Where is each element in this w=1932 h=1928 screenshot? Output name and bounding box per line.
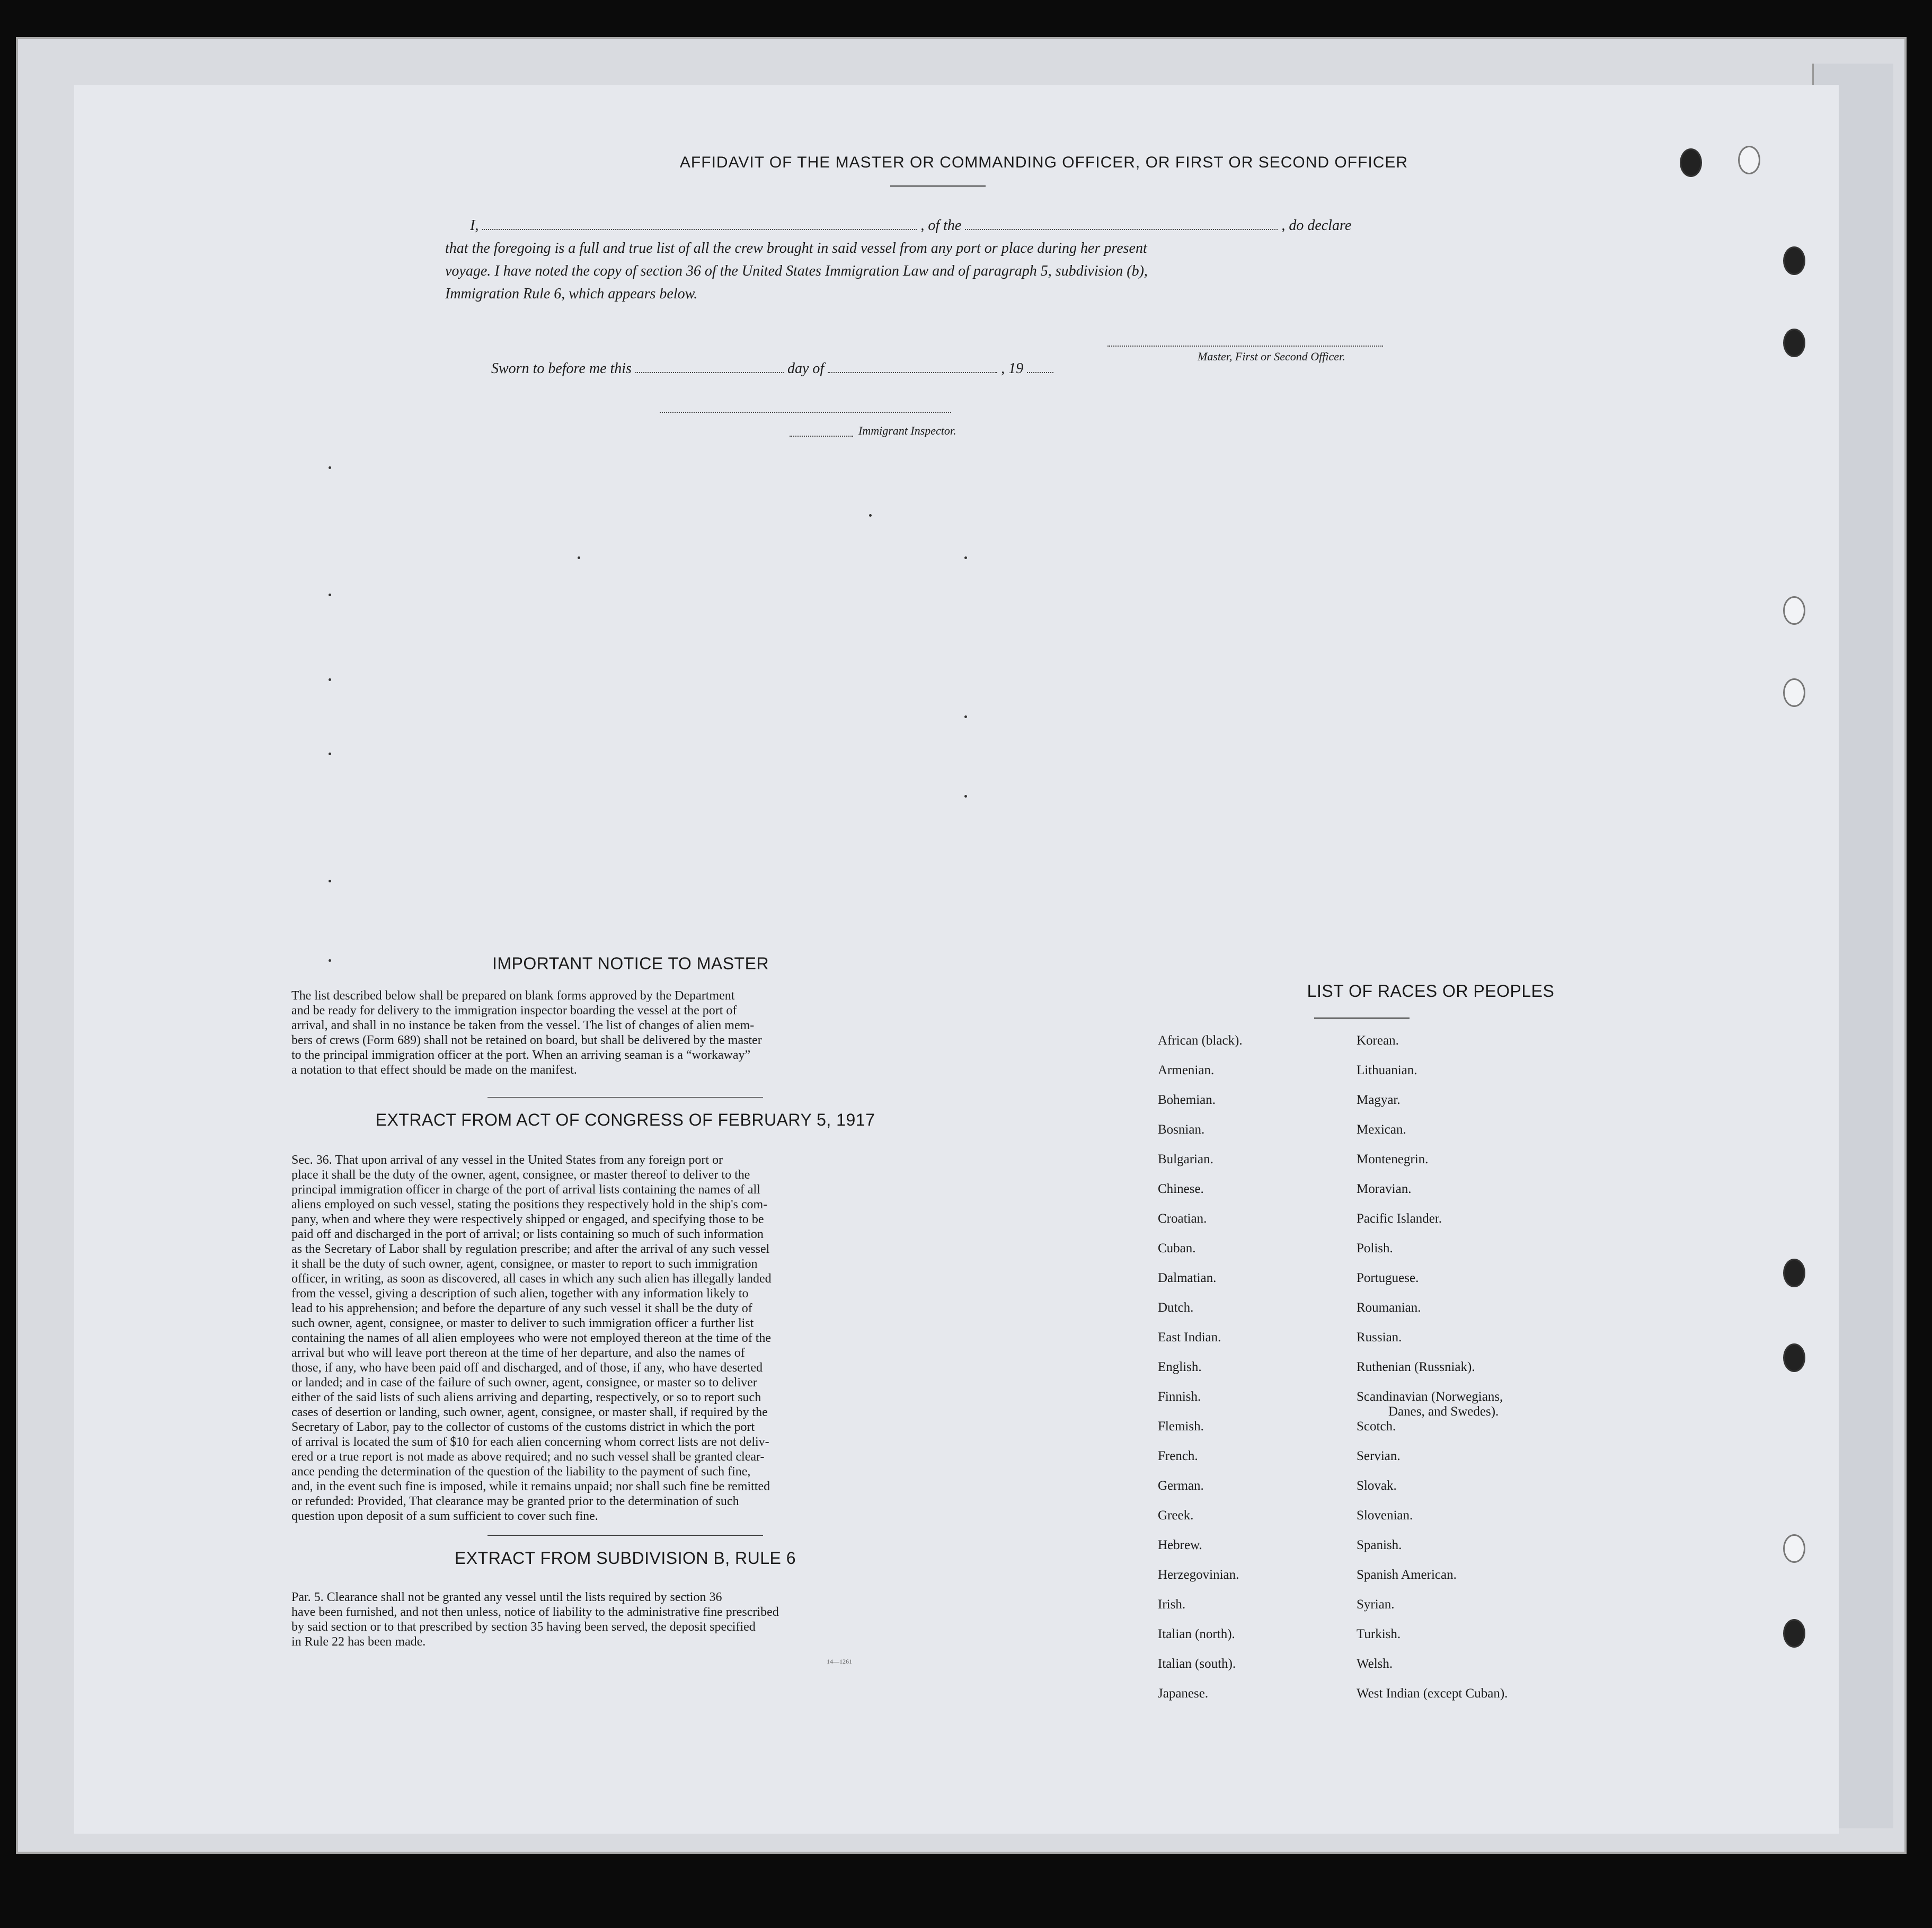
act-line: pany, when and where they were respectively shipped or engaged, and specifying those to be [291, 1213, 764, 1226]
year-label: , 19 [1001, 360, 1024, 377]
day-blank[interactable] [635, 360, 784, 373]
race-item: Magyar. [1357, 1093, 1401, 1107]
notice-line: bers of crews (Form 689) shall not be retained on board, but shall be delivered by the master [291, 1033, 762, 1047]
race-item: Italian (south). [1158, 1657, 1236, 1671]
act-line: officer, in writing, as soon as discovered, all cases in which any such alien has illegally landed [291, 1272, 772, 1286]
race-item: Chinese. [1158, 1182, 1204, 1196]
race-item: French. [1158, 1449, 1198, 1463]
race-item: Flemish. [1158, 1419, 1204, 1434]
speck [329, 678, 331, 681]
act-line: from the vessel, giving a description of such alien, together with any information likely to [291, 1287, 749, 1301]
races-left-column [1158, 1033, 1243, 1716]
inspector-prefix-blank[interactable] [790, 424, 853, 437]
binder-hole [1783, 1534, 1805, 1563]
binder-hole [1783, 678, 1805, 707]
speck [964, 556, 967, 559]
binder-hole [1738, 146, 1760, 174]
act-line: Secretary of Labor, pay to the collector of customs of the customs district in which the port [291, 1420, 755, 1434]
race-item: Finnish. [1158, 1390, 1201, 1404]
sworn-line [445, 360, 1505, 377]
race-item: Korean. [1357, 1033, 1399, 1048]
day-of-label: day of [787, 360, 825, 377]
do-declare-label: , do declare [1281, 217, 1352, 234]
inspector-caption: Immigrant Inspector. [858, 424, 956, 437]
race-item: West Indian (except Cuban). [1357, 1686, 1508, 1701]
race-item: Mexican. [1357, 1122, 1406, 1137]
act-line: as the Secretary of Labor shall by regulation prescribe; and after the arrival of any such vessel [291, 1242, 770, 1256]
speck [964, 715, 967, 718]
race-item: Roumanian. [1357, 1301, 1421, 1315]
speck [329, 466, 331, 469]
act-line: and, in the event such fine is imposed, while it remains unpaid; nor shall such fine be remitted [291, 1480, 770, 1493]
race-item: Servian. [1357, 1449, 1401, 1463]
inspector-signature-blank[interactable] [660, 400, 951, 413]
race-item: Ruthenian (Russniak). [1357, 1360, 1475, 1374]
race-item: Turkish. [1357, 1627, 1401, 1641]
rule-line: in Rule 22 has been made. [291, 1635, 426, 1649]
speck [329, 594, 331, 596]
race-item: Herzegovinian. [1158, 1568, 1239, 1582]
race-item: Armenian. [1158, 1063, 1215, 1077]
race-item: Bohemian. [1158, 1093, 1216, 1107]
act-line: aliens employed on such vessel, stating the positions they respectively hold in the ship's com- [291, 1198, 768, 1211]
race-item: Scandinavian (Norwegians, [1357, 1390, 1503, 1404]
act-line: cases of desertion or landing, such owner, agent, consignee, or master shall, if required by the [291, 1405, 768, 1419]
binder-hole [1783, 596, 1805, 625]
act-text [291, 1153, 959, 1524]
act-line: it shall be the duty of such owner, agent, consignee, or master to report to such immigration [291, 1257, 758, 1271]
race-item: Lithuanian. [1357, 1063, 1417, 1077]
race-item: Welsh. [1357, 1657, 1393, 1671]
race-item: Spanish American. [1357, 1568, 1457, 1582]
race-item: Portuguese. [1357, 1271, 1419, 1285]
race-item: Scotch. [1357, 1419, 1396, 1434]
act-line: principal immigration officer in charge of the port of arrival lists containing the names of all [291, 1183, 760, 1197]
affidavit-line: that the foregoing is a full and true list of all the crew brought in said vessel from any port or place during her present [445, 240, 1147, 257]
sworn-label: Sworn to before me this [491, 360, 632, 377]
act-heading: EXTRACT FROM ACT OF CONGRESS OF FEBRUARY 5, 1917 [375, 1110, 875, 1129]
binder-hole [1783, 329, 1805, 357]
act-line: paid off and discharged in the port of arrival; or lists containing so much of such information [291, 1227, 764, 1241]
notice-heading: IMPORTANT NOTICE TO MASTER [492, 954, 769, 973]
binder-hole [1783, 1259, 1805, 1287]
notice-line: arrival, and shall in no instance be taken from the vessel. The list of changes of alien mem- [291, 1019, 755, 1032]
race-item: Moravian. [1357, 1182, 1412, 1196]
declaration-line [445, 217, 1505, 234]
divider [1314, 1018, 1410, 1019]
binder-hole [1783, 246, 1805, 275]
master-caption: Master, First or Second Officer. [1198, 350, 1345, 363]
binder-hole [1783, 1343, 1805, 1372]
speck [329, 959, 331, 962]
race-item: German. [1158, 1479, 1204, 1493]
divider [488, 1535, 763, 1536]
act-line: containing the names of all alien employees who were not employed thereon at the time of the [291, 1331, 772, 1345]
act-line: arrival but who will leave port thereon at the time of her departure, and also the names of [291, 1346, 745, 1360]
act-line: or refunded: Provided, That clearance may be granted prior to the determination of such [291, 1494, 739, 1508]
race-item: Croatian. [1158, 1211, 1207, 1226]
act-line: Sec. 36. That upon arrival of any vessel in the United States from any foreign port or [291, 1153, 723, 1167]
month-blank[interactable] [828, 360, 997, 373]
race-item: Irish. [1158, 1597, 1186, 1612]
race-item: Polish. [1357, 1241, 1393, 1255]
race-item: Bosnian. [1158, 1122, 1205, 1137]
notice-line: a notation to that effect should be made on the manifest. [291, 1063, 577, 1077]
race-item: Dutch. [1158, 1301, 1194, 1315]
race-item: African (black). [1158, 1033, 1243, 1048]
act-line: ered or a true report is not made as above required; and no such vessel shall be granted clear- [291, 1450, 765, 1464]
rule-heading: EXTRACT FROM SUBDIVISION B, RULE 6 [454, 1549, 796, 1568]
divider [890, 185, 986, 187]
affidavit-title: AFFIDAVIT OF THE MASTER OR COMMANDING OFFICER, OR FIRST OR SECOND OFFICER [679, 154, 1408, 171]
rule-line: have been furnished, and not then unless, notice of liability to the administrative fine prescribed [291, 1605, 779, 1619]
rule-line: Par. 5. Clearance shall not be granted any vessel until the lists required by section 36 [291, 1590, 722, 1604]
race-item: Slovak. [1357, 1479, 1397, 1493]
act-line: such owner, agent, consignee, or master to deliver to such immigration officer a further list [291, 1316, 754, 1330]
act-line: ance pending the determination of the question of the liability to the payment of such fine, [291, 1465, 751, 1479]
act-line: question upon deposit of a sum sufficient to cover such fine. [291, 1509, 598, 1523]
affidavit-line: Immigration Rule 6, which appears below. [445, 286, 698, 302]
speck [329, 880, 331, 882]
binder-hole [1783, 1619, 1805, 1648]
race-item: Dalmatian. [1158, 1271, 1217, 1285]
binder-hole [1680, 148, 1702, 177]
race-item: Japanese. [1158, 1686, 1209, 1701]
speck [578, 556, 580, 559]
year-blank[interactable] [1027, 360, 1053, 373]
form-number: 14—1261 [827, 1658, 852, 1665]
speck [964, 795, 967, 798]
race-item: Russian. [1357, 1330, 1402, 1345]
race-item: Italian (north). [1158, 1627, 1235, 1641]
race-item: East Indian. [1158, 1330, 1221, 1345]
divider [488, 1097, 763, 1098]
race-item: Syrian. [1357, 1597, 1395, 1612]
races-right-column [1357, 1033, 1508, 1716]
notice-line: to the principal immigration officer at the port. When an arriving seaman is a “workaway” [291, 1048, 751, 1062]
notice-line: The list described below shall be prepared on blank forms approved by the Department [291, 989, 735, 1003]
affidavit-line: voyage. I have noted the copy of section 36 of the United States Immigration Law and of paragraph 5, subdivision (b), [445, 263, 1148, 279]
race-item: Spanish. [1357, 1538, 1402, 1552]
race-item: Bulgarian. [1158, 1152, 1213, 1166]
master-signature-blank[interactable] [1107, 334, 1383, 347]
speck [869, 514, 872, 517]
act-line: lead to his apprehension; and before the departure of any such vessel it shall be the duty of [291, 1302, 752, 1315]
vessel-blank[interactable] [965, 217, 1278, 230]
affidavit-page [74, 85, 1839, 1834]
notice-text [291, 988, 959, 1077]
scandinavian-continuation: Danes, and Swedes). [1388, 1404, 1499, 1419]
race-item: English. [1158, 1360, 1202, 1374]
act-line: of arrival is located the sum of $10 for each alien concerning whom correct lists are not deliv- [291, 1435, 769, 1449]
race-item: Slovenian. [1357, 1508, 1413, 1523]
name-blank[interactable] [482, 217, 917, 230]
race-item: Pacific Islander. [1357, 1211, 1442, 1226]
rule-text [291, 1590, 959, 1649]
of-the-label: , of the [920, 217, 962, 234]
act-line: place it shall be the duty of the owner, agent, consignee, or master thereof to deliver to the [291, 1168, 750, 1182]
race-item: Hebrew. [1158, 1538, 1202, 1552]
race-item: Greek. [1158, 1508, 1194, 1523]
i-label: I, [470, 217, 479, 234]
notice-line: and be ready for delivery to the immigration inspector boarding the vessel at the port of [291, 1004, 737, 1018]
rule-line: by said section or to that prescribed by section 35 having been served, the deposit specified [291, 1620, 756, 1634]
act-line: either of the said lists of such aliens arriving and departing, respectively, or so to report such [291, 1391, 761, 1404]
race-item: Cuban. [1158, 1241, 1196, 1255]
races-heading: LIST OF RACES OR PEOPLES [1307, 981, 1555, 1001]
speck [329, 753, 331, 755]
act-line: or landed; and in case of the failure of such owner, agent, consignee, or master so to deliver [291, 1376, 757, 1390]
race-item: Montenegrin. [1357, 1152, 1429, 1166]
act-line: those, if any, who have been paid off and discharged, and of those, if any, who have deserted [291, 1361, 763, 1375]
